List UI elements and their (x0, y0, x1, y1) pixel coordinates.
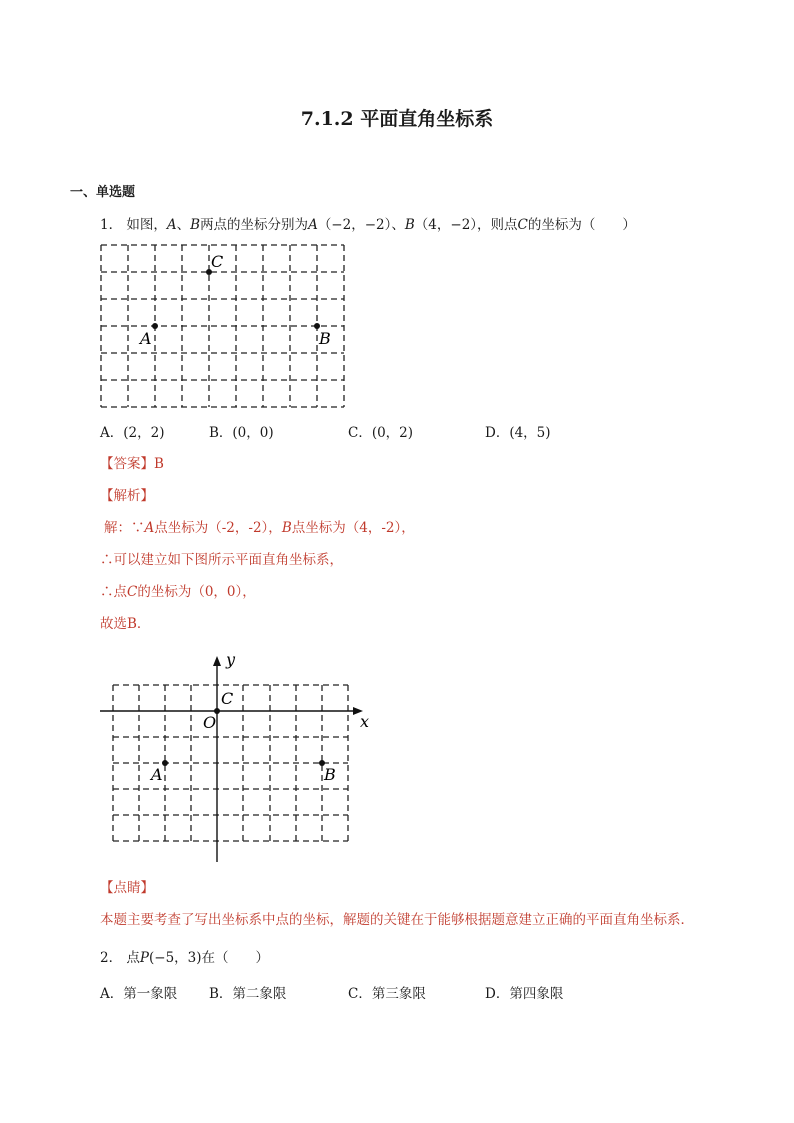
stem-text: 两点的坐标分别为 (200, 217, 309, 233)
grid-lines (113, 685, 348, 841)
question-1-number: 1． (100, 217, 123, 233)
label-c: C (211, 252, 224, 271)
label-c: C (221, 689, 234, 708)
label-y: y (226, 650, 236, 669)
answer-line (100, 452, 164, 472)
label-a: A (140, 329, 152, 348)
option-b[interactable]: B．(0，0) (209, 425, 274, 441)
analysis-text: 的坐标为（0，0）， (137, 584, 256, 600)
q2-option-d[interactable]: D．第四象限 (485, 986, 564, 1002)
analysis-text: 点坐标为（-2，-2）， (154, 520, 282, 536)
page-title: 7.1.2 平面直角坐标系 (300, 108, 494, 130)
q2-option-a[interactable]: A．第一象限 (100, 986, 178, 1002)
analysis-line-2: ∴可以建立如下图所示平面直角坐标系， (100, 552, 343, 568)
label-b: B (324, 765, 336, 784)
stem-var-c: C (517, 217, 528, 233)
label-a: A (151, 765, 163, 784)
y-axis-arrow (213, 656, 221, 666)
stem-text: （4，−2），则点 (414, 217, 518, 233)
label-b: B (319, 329, 331, 348)
comment-tag: 【点睛】 (100, 880, 154, 896)
stem-text: 的坐标为（ ） (527, 217, 636, 233)
analysis-text: ∴点 (100, 584, 127, 600)
analysis-tag: 【解析】 (100, 488, 154, 504)
stem-text: 、 (176, 217, 191, 233)
option-c[interactable]: C．(0，2) (348, 425, 414, 441)
stem-var-b: B (404, 217, 415, 233)
answer-tag: 【答案】 (100, 456, 154, 472)
question-2-number: 2． (100, 950, 123, 966)
option-a[interactable]: A．(2，2) (100, 425, 165, 441)
analysis-var-b: B (281, 520, 292, 536)
analysis-line-3 (100, 580, 256, 600)
point-a (152, 323, 158, 329)
stem-text: (−5，3)在（ ） (148, 950, 270, 966)
stem-var-a: A (308, 217, 318, 233)
section-heading: 一、单选题 (70, 185, 136, 200)
answer-value: B (154, 456, 164, 472)
stem-var-a: A (166, 217, 177, 233)
stem-text: （−2，−2）、 (317, 217, 405, 233)
analysis-text: 解：∵ (104, 520, 145, 536)
coordinate-figure (95, 650, 380, 865)
stem-text: 点 (126, 950, 140, 966)
analysis-var-c: C (127, 584, 138, 600)
option-d[interactable]: D．(4，5) (485, 425, 551, 441)
question-1-stem (100, 213, 636, 233)
label-o: O (203, 713, 217, 732)
analysis-var-a: A (144, 520, 155, 536)
stem-text: 如图， (126, 217, 167, 233)
stem-var-b: B (190, 217, 201, 233)
analysis-text: 点坐标为（4，-2）， (291, 520, 415, 536)
grid-figure-1 (95, 240, 355, 415)
label-x: x (360, 712, 370, 731)
q2-option-c[interactable]: C．第三象限 (348, 986, 426, 1002)
q2-option-b[interactable]: B．第二象限 (209, 986, 287, 1002)
question-2-stem (100, 946, 269, 966)
analysis-line-1 (104, 516, 415, 536)
analysis-line-4: 故选B． (100, 616, 151, 632)
comment-text: 本题主要考查了写出坐标系中点的坐标，解题的关键在于能够根据题意建立正确的平面直角坐标系． (100, 912, 694, 928)
stem-var-p: P (139, 950, 149, 966)
point-a (162, 760, 168, 766)
